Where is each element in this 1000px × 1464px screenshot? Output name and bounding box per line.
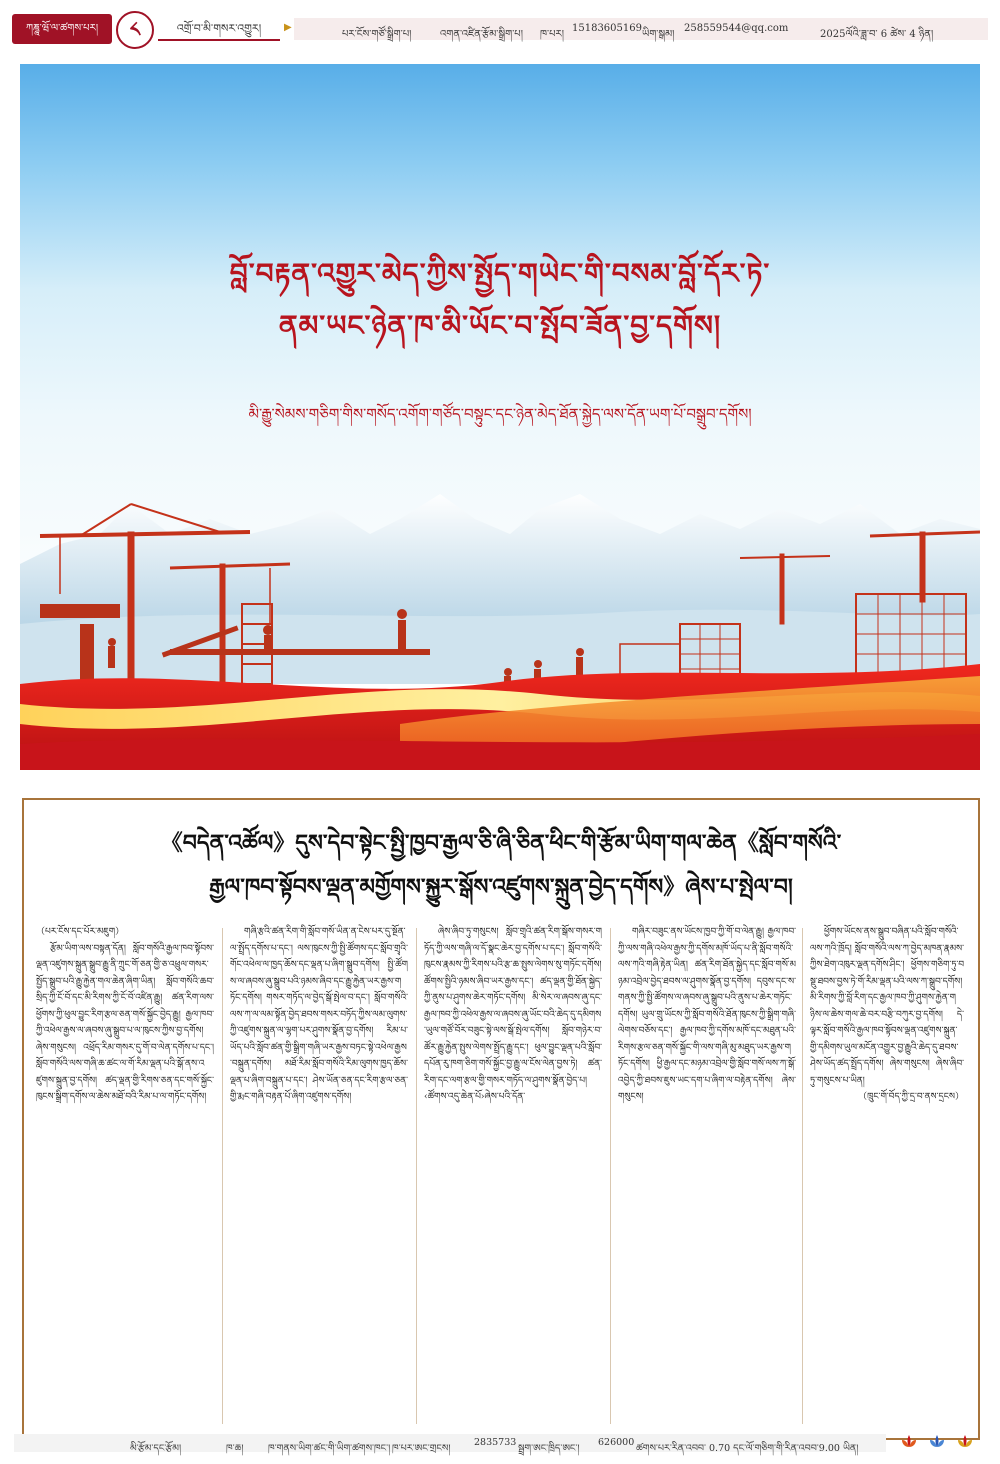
- article-byline: （པར་ངོས་དང་པོར་མཇུག）: [36, 927, 125, 937]
- masthead: [12, 14, 988, 44]
- article-title-line-1: 《བདེན་འཚོལ》དུས་དེབ་སྟེང་སྤྱི་ཁྱབ་རྒྱལ་ཅི་ཞི་ཅིན་ཕིང་གི་རྩོམ་ཡིག་གལ་ཆེན《སློབ་གསོའི་: [160, 830, 842, 856]
- lotus-ornament-icon: [956, 1434, 974, 1448]
- lotus-ornament-icon: [900, 1434, 918, 1448]
- article-paragraph: གཞིར་བཟུང་ནས་ཡོངས་ཁྱབ་ཀྱི་གོ་བ་ལེན་རྒྱུ། རྒྱལ་ཁབ་ཀྱི་ལས་གཞི་འཕེལ་རྒྱས་ཀྱི་དགོས་མཁོ་ཡོད་པ་ནི་སློབ་གསོའི་ལས་ཀའི་གཞི་རྟེན་ཡིན། ཚན་རིག་ཐོན་སྐྱེད་དང་སློབ་གསོ་མཉམ་འབྲེལ་བྱེད་ཐབས་ལ་ཤུགས་སྣོན་བྱ་དགོས། དབུས་དང་ས་གནས་ཀྱི་སྤྱི་ཚོགས་ལ་ཞབས་ཞུ་སྒྲུབ་པའི་ནུས་པ་ཆེར་གཏོང་དགོས། ཡུལ་གྲུ་ཡོངས་ཀྱི་སློབ་གསོའི་ཐོན་ཁུངས་ཀྱི་སྒྲིག་གཞི་ལེགས་བཅོས་དང་། རྒྱལ་ཁབ་ཀྱི་དགོས་མཁོ་དང་མཐུན་པའི་རིགས་རྩལ་ཅན་གསོ་སྐྱོང་གི་ལས་གཞི་མུ་མཐུད་ཡར་རྒྱས་གཏོང་དགོས། ཕྱི་རྒྱལ་དང་མཉམ་འབྲེལ་གྱི་སློབ་གསོ་ལས་ཀ་སྒོ་འབྱེད་ཀྱི་ཐབས་ཇུས་ཡང་དག་པ་ཞིག་ལ་བརྟེན་དགོས། ཞེས་གསུངས།: [618, 927, 796, 1102]
- page-number: ༨: [116, 11, 154, 49]
- column-divider: [610, 928, 611, 1424]
- article-column-5: [810, 924, 964, 1424]
- triangle-arrow-icon: ▶: [284, 22, 292, 33]
- lotus-ornament-icon: [928, 1434, 946, 1448]
- article-paragraph: གཞི་རྩའི་ཚན་རིག་གི་སློབ་གསོ་ཡིན་ན་ངེས་པར་དུ་སྔོན་ལ་སྤྲོད་དགོས་པ་དང་། ལས་ཁུངས་ཀྱི་སྤྱི་ཚོགས་དང་སློབ་གྲྭའི་གོང་འཕེལ་ལ་ཁྱད་ཆོས་དང་ལྡན་པ་ཞིག་སྒྲུབ་དགོས། སྤྱི་ཚོགས་ལ་ཞབས་ཞུ་སྒྲུབ་པའི་ཉམས་ཞིབ་དང་རྒྱུ་རྐྱེན་ཡར་རྒྱས་གཏོང་དགོས། གསར་གཏོད་ལ་བྱེད་སྒོ་སྤེལ་བ་དང་། སློབ་གསོའི་ལས་ཀ་ལ་ལམ་སྟོན་བྱེད་ཐབས་གསར་བཏོད་ཀྱིས་ལམ་ལུགས་ཀྱི་འཛུགས་སྐྲུན་ལ་ལྷག་པར་ཤུགས་སྣོན་བྱ་དགོས། རིམ་པ་ཡོད་པའི་སློབ་ཚན་གྱི་སྒྲིག་གཞི་ཡར་རྒྱས་བཏང་སྟེ་འཕེལ་རྒྱས་བསྐྲུན་དགོས། མཐོ་རིམ་སློབ་གསོའི་རིམ་ལུགས་ཁྱད་ཆོས་ལྡན་པ་ཞིག་བསྐྲུན་པ་དང་། ཤེས་ཡོན་ཅན་དང་རིག་རྩལ་ཅན་གྱི་རྨང་གཞི་བརྟན་པོ་ཞིག་འཛུགས་དགོས།: [230, 927, 408, 1102]
- section-name: འགྲོ་བ་མི་གསར་འགྱུར།: [158, 19, 280, 41]
- article-column-1: [36, 924, 214, 1424]
- footer-address-label: ཁ་ཆ།: [226, 1443, 244, 1454]
- article-source: （ཁྲུང་གོ་བོད་ཀྱི་དྲ་བ་ནས་དྲངས）: [858, 1092, 964, 1102]
- email-address: 258559544@qq.com: [684, 23, 789, 34]
- article-paragraph: ཕྱོགས་ཡོངས་ནས་སྒྲུབ་བཞིན་པའི་སློབ་གསོའི་ལས་ཀའི་ཁྲོད། སློབ་གསོའི་ལས་ཀ་བྱེད་མཁན་རྣམས་ཀྱིས་ཐེག་འཁུར་ལྡན་དགོས་ཤིང་། ཕྱོགས་གཅིག་ཏུ་བསྡུ་ཐབས་བྱས་ཏེ་གོ་རིམ་ལྡན་པའི་ལས་ཀ་སྒྲུབ་དགོས། མི་རིགས་ཀྱི་བློ་རིག་དང་རྒྱལ་ཁབ་ཀྱི་ཤུགས་རྐྱེན་གཉིས་ལ་ཆེས་གལ་ཆེ་བར་བརྩི་བཀུར་བྱ་དགོས། དེ་ལྟར་སློབ་གསོའི་རྒྱལ་ཁབ་སྟོབས་ལྡན་འཛུགས་སྐྲུན་གྱི་དམིགས་ཡུལ་མངོན་འགྱུར་བྱ་རྒྱུའི་ཆེད་དུ་ཐབས་ཤེས་ཡོད་ཚད་སྤྲོད་དགོས། ཞེས་གསུངས། ཞེས་ཞིབ་ཏུ་གསུངས་པ་ཡིན།: [810, 927, 964, 1086]
- hero-banner: [20, 64, 980, 770]
- banner-headline-line-2: ནམ་ཡང་ཉེན་ཁ་མི་ཡོང་བ་སྤོབ་ཟོན་བྱ་དགོས།: [278, 309, 722, 342]
- issue-date: 2025ལོའི་ཟླ་བ་ 6 ཚེས་ 4 ཉིན།: [820, 29, 934, 40]
- banner-headline-line-1: བློ་བརྟན་འགྱུར་མེད་ཀྱིས་སྤྱོད་གཡེང་གི་བསམ་བློ་དོར་ཏེ་: [229, 257, 771, 290]
- footer-price: ཚགས་པར་རིན་འབབ་ 0.70 དང་ལོ་གཅིག་གི་རིན་འབབ་9.00 ཡིན།: [636, 1443, 859, 1454]
- footer-fax: 2835733: [474, 1437, 517, 1448]
- article-paragraph: རྩོམ་ཡིག་ལས་བསྟན་དོན། སློབ་གསོའི་རྒྱལ་ཁབ་སྟོབས་ལྡན་འཛུགས་སྐྲུན་སྒྲུབ་རྒྱུ་ནི་ཀྲུང་གོ་ཅན་གྱི་ཅ་འཕྲུལ་གསར་སྤྱོད་སྒྲུབ་པའི་རྒྱུ་རྐྱེན་གལ་ཆེན་ཞིག་ཡིན། སློབ་གསོའི་ཆབ་སྲིད་ཀྱི་ངོ་བོ་དང་མི་རིགས་ཀྱི་ངོ་བོ་འཛིན་རྒྱུ། ཚན་རིག་ལས་ཕྱོགས་ཀྱི་ཕུལ་བྱུང་རིག་རྩལ་ཅན་གསོ་སྐྱོང་བྱེད་རྒྱུ། རྒྱལ་ཁབ་ཀྱི་འཕེལ་རྒྱས་ལ་ཞབས་ཞུ་སྒྲུབ་པ་ལ་ཁུངས་ཀྱིས་བྱ་དགོས། ཞེས་གསུངས། འཕྲོད་རིམ་གསར་དུ་གོ་བ་ལེན་དགོས་པ་དང་། སློབ་གསོའི་ལས་གཞི་ཆ་ཚང་ལ་གོ་རིམ་ལྡན་པའི་སྒོ་ནས་འཛུགས་སྐྲུན་བྱ་དགོས། ཚད་ལྡན་གྱི་རིགས་ཅན་དང་གསོ་སྐྱོང་ཁུངས་སྒྲིག་དགོས་ལ་ཆེས་མཐོ་བའི་རིམ་པ་ལ་གཏོང་དགོས།: [36, 943, 214, 1102]
- article-column-4: [618, 924, 796, 1424]
- article-title-line-2: རྒྱལ་ཁབ་སྟོབས་ལྡན་མགྱོགས་སྐྱུར་སྒོས་འཛུགས་སྐྲུན་བྱེད་དགོས》ཞེས་པ་སྤེལ་བ།: [209, 874, 793, 900]
- phone-number: 15183605169: [572, 23, 642, 34]
- column-divider: [802, 928, 803, 1424]
- footer-postcode: 626000: [598, 1437, 635, 1448]
- banner-subheadline: མི་རྒྱུ་སེམས་གཅིག་གིས་གསོད་འགོག་གཙོད་བསྟུང་དང་ཉེན་མེད་ཐོན་སྐྱེད་ལས་དོན་ཡག་པོ་བསྒྲུབ་དགོས།: [248, 405, 752, 423]
- article-frame: [22, 798, 980, 1440]
- newspaper-name-badge: ཀཎྜཱ་ཝོ་ལ་ཚགས་པར།: [12, 14, 112, 44]
- email-label: ཡིག་སྒམ།: [642, 29, 675, 40]
- footer-office: ཁ་གནས་ཡིག་ཚང་གི་ཡིག་ཚགས་ཁང་།: [268, 1443, 391, 1454]
- footer: [0, 1432, 1000, 1456]
- page-editor: པར་ངོས་གཙོ་སྒྲིག་པ།: [342, 29, 412, 40]
- column-divider: [222, 928, 223, 1424]
- footer-publisher: མི་རྩོམ་དང་རྩོམ།: [130, 1443, 182, 1454]
- phone-label: ཁ་པར།: [540, 29, 564, 40]
- article-column-2: [230, 924, 408, 1424]
- article-body: [36, 924, 966, 1434]
- footer-postcode-label: སྦྲག་ཨང་ཁྲིད་ཨང་།: [518, 1443, 580, 1454]
- column-divider: [416, 928, 417, 1424]
- footer-fax-label: ཁ་པར་ཨང་གྲངས།: [392, 1443, 451, 1454]
- responsible-editor: འགན་འཛིན་རྩོམ་སྒྲིག་པ།: [440, 29, 523, 40]
- article-paragraph: ཞེས་ཞིབ་ཏུ་གསུངས། སློབ་གྲྭའི་ཚན་རིག་སྒོས་གསར་གཏོད་ཀྱི་ལས་གཞི་ལ་དོ་སྣང་ཆེར་བྱ་དགོས་པ་དང་། སློབ་གསོའི་ཁུངས་རྣམས་ཀྱི་རིགས་པའི་རྩ་ཆ་སྤུས་ལེགས་སུ་གཏོང་དགོས། ཚོགས་སྤྱིའི་ཉམས་ཞིབ་ཡར་རྒྱས་དང་། ཚད་ལྡན་གྱི་ཐོན་སྐྱེད་ཀྱི་ནུས་པ་ཤུགས་ཆེར་གཏོང་དགོས། མི་སེར་ལ་ཞབས་ཞུ་དང་རྒྱལ་ཁབ་ཀྱི་འཕེལ་རྒྱས་ལ་ཞབས་ཞུ་ཡོང་བའི་ཆེད་དུ་དམིགས་ཡུལ་གཙོ་བོར་བཟུང་སྟེ་ལས་སྒོ་སྤེལ་དགོས། སློབ་གཉེར་བ་ཚོར་རྒྱུ་རྐྱེན་སྤུས་ལེགས་སྤྲོད་རྒྱུ་དང་། ཕུལ་བྱུང་ལྡན་པའི་སློབ་དཔོན་རུ་ཁག་ཅིག་གསོ་སྐྱོང་བྱ་རྒྱུ་ལ་ངོས་ལེན་བྱས་ཏེ། ཚན་རིག་དང་ལག་རྩལ་གྱི་གསར་གཏོད་ལ་ཤུགས་སྣོན་བྱེད་པ། ‹ཚོགས་འདུ་ཆེན་པོ›ཞེས་པའི་དོན་: [424, 927, 602, 1102]
- article-column-3: [424, 924, 602, 1424]
